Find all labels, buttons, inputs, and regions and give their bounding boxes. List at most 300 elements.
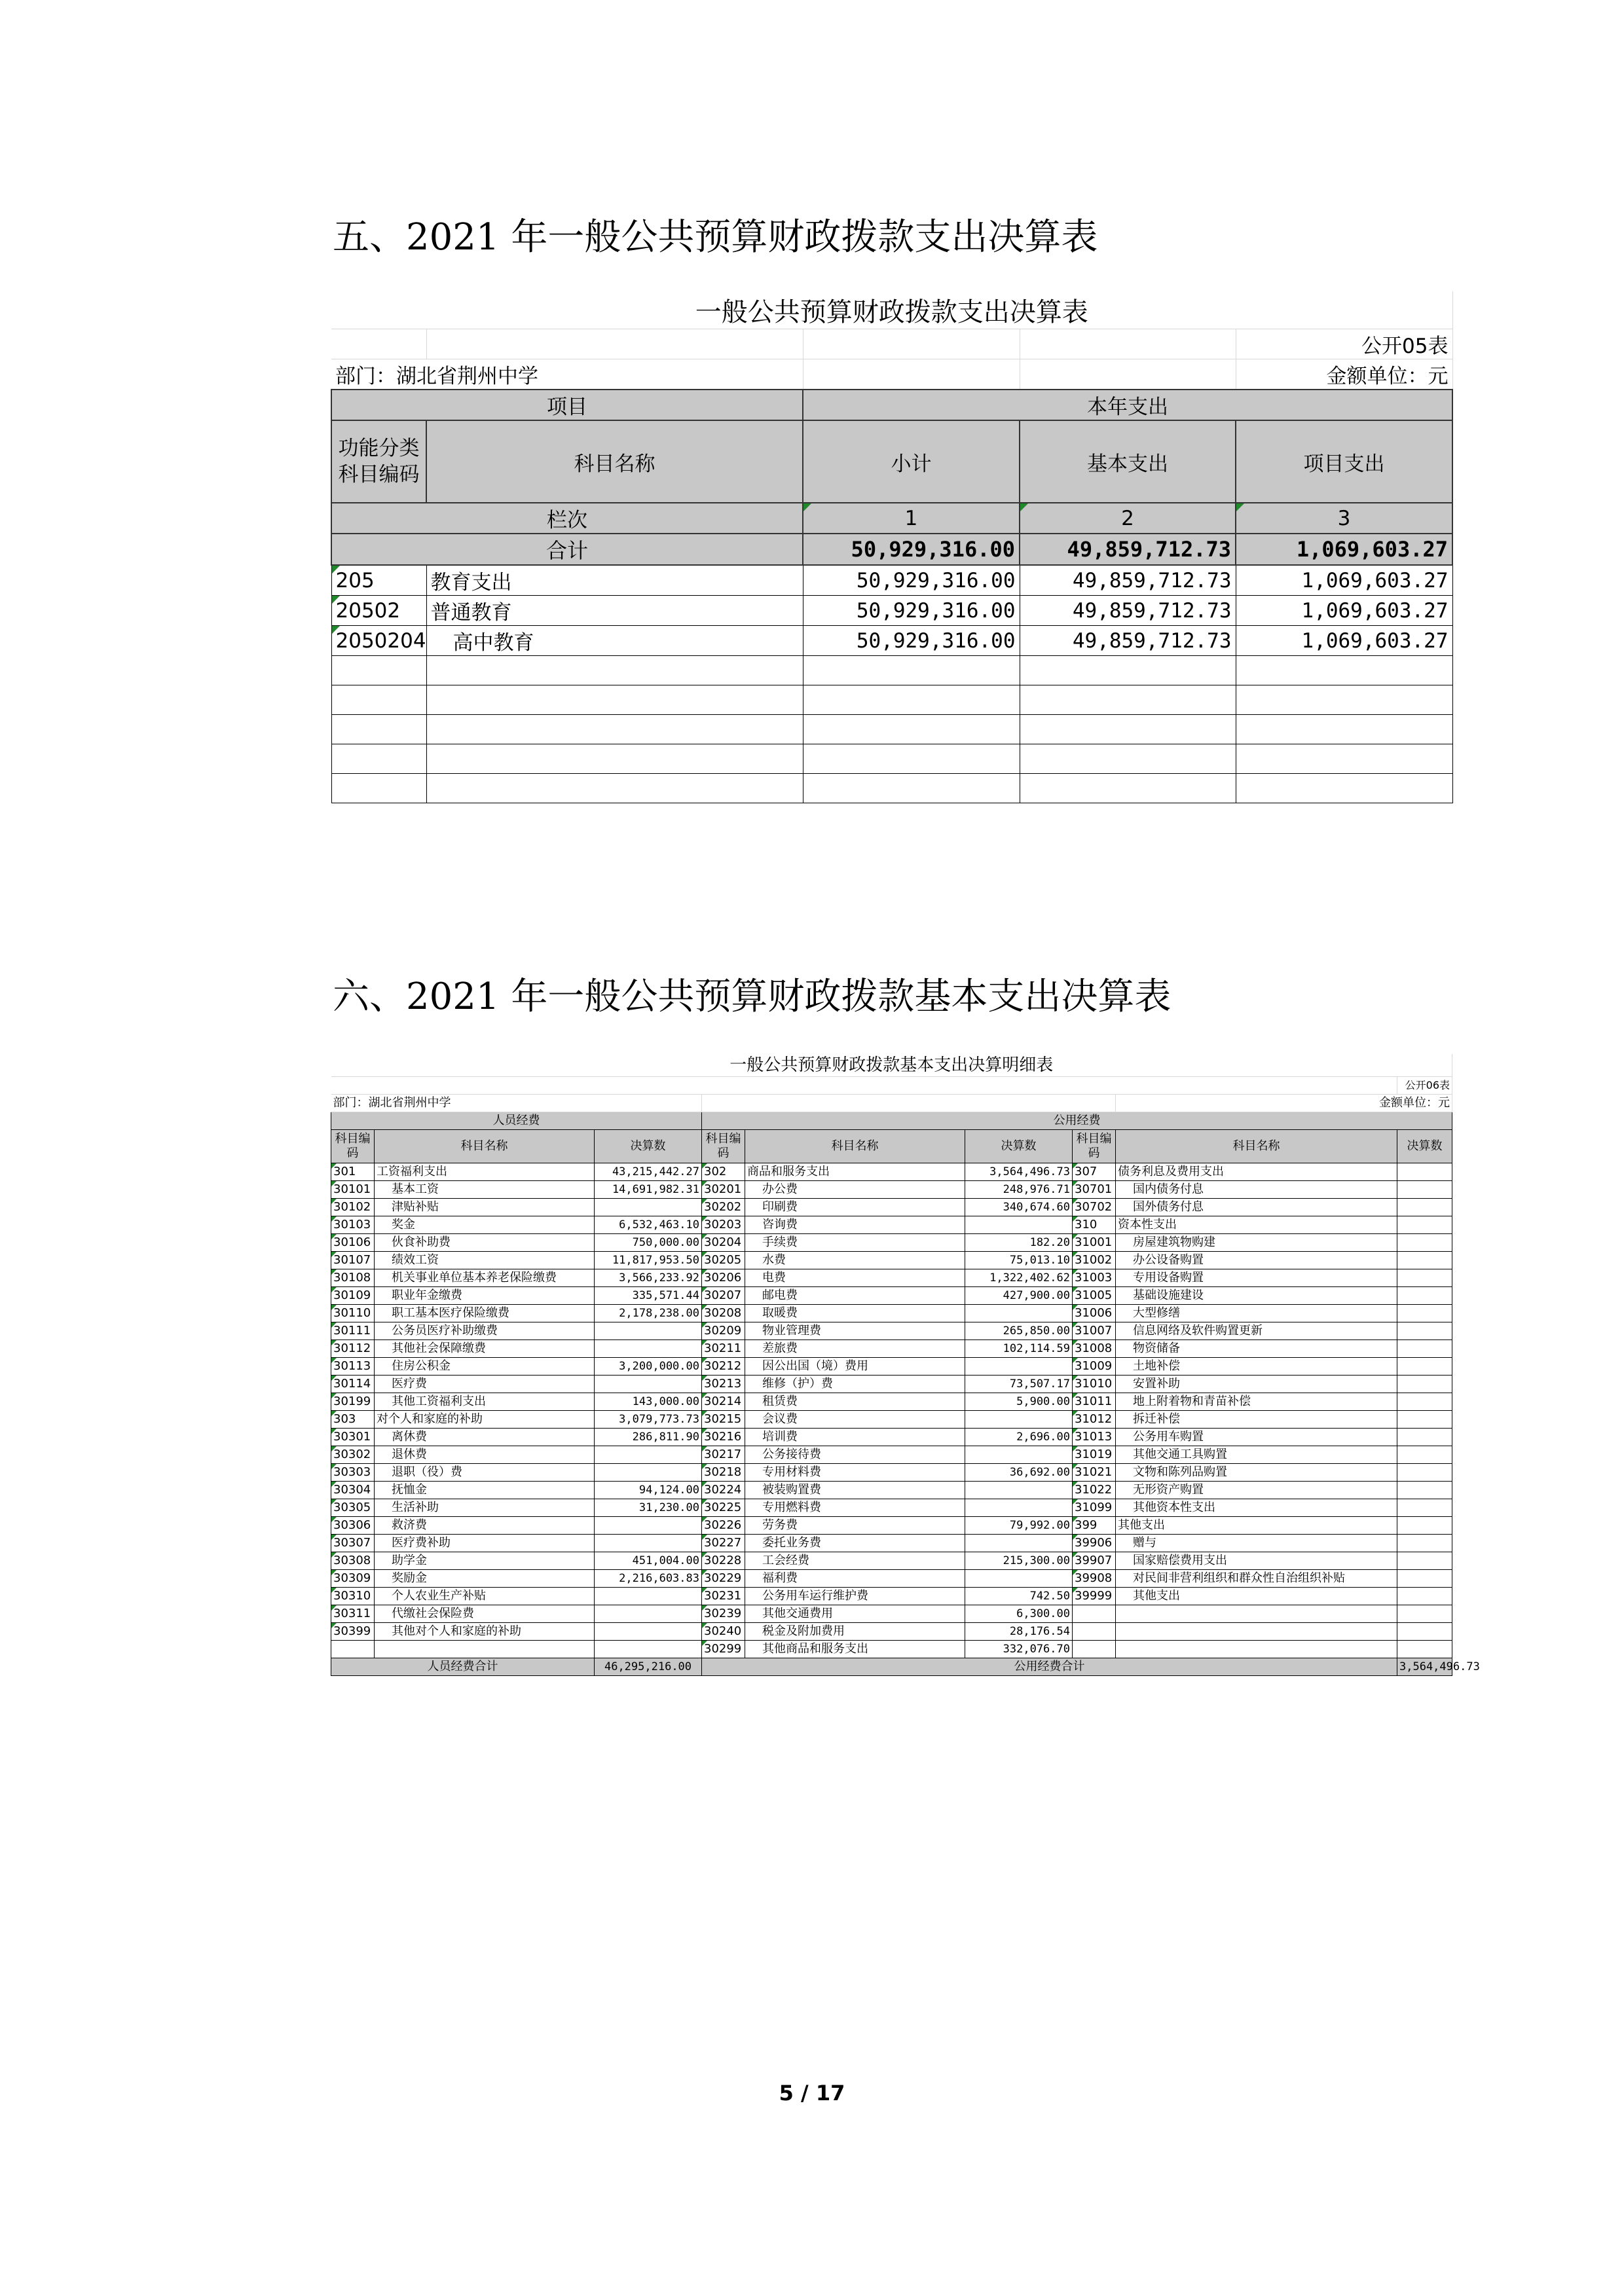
cell-name: 印刷费: [745, 1199, 965, 1216]
table5-total-basic: 49,859,712.73: [1020, 534, 1236, 565]
section-heading-5: 五、2021 年一般公共预算财政拨款支出决算表: [333, 216, 1098, 259]
cell-code: 30307: [331, 1535, 375, 1552]
cell-code: 31019: [1073, 1446, 1116, 1464]
cell-name: 抚恤金: [375, 1482, 595, 1499]
cell-amount: 28,176.54: [965, 1623, 1073, 1641]
cell-amount: [965, 1499, 1073, 1517]
cell-code: 31005: [1073, 1287, 1116, 1305]
cell-name: 信息网络及软件购置更新: [1116, 1322, 1397, 1340]
cell-amount: 3,564,496.73: [965, 1163, 1073, 1181]
cell-amount: 332,076.70: [965, 1641, 1073, 1658]
cell-amount: [1397, 1552, 1452, 1570]
row-subtotal: 50,929,316.00: [803, 565, 1020, 596]
row-project: 1,069,603.27: [1236, 626, 1452, 656]
cell-code: 39908: [1073, 1570, 1116, 1588]
cell-code: 31008: [1073, 1340, 1116, 1358]
table6-group-personnel: 人员经费: [331, 1112, 702, 1130]
cell-amount: [595, 1446, 702, 1464]
cell-amount: 143,000.00: [595, 1393, 702, 1411]
cell-code: [1073, 1641, 1116, 1658]
cell-amount: [595, 1623, 702, 1641]
cell-name: 公务用车购置: [1116, 1429, 1397, 1446]
cell-name: 公务用车运行维护费: [745, 1588, 965, 1605]
cell-code: 30108: [331, 1269, 375, 1287]
cell-name: 工会经费: [745, 1552, 965, 1570]
cell-name: 邮电费: [745, 1287, 965, 1305]
table6-personnel-total: 46,295,216.00: [595, 1658, 702, 1676]
cell-code: 30308: [331, 1552, 375, 1570]
cell-code: 307: [1073, 1163, 1116, 1181]
table5-total-subtotal: 50,929,316.00: [803, 534, 1020, 565]
cell-name: 退职（役）费: [375, 1464, 595, 1482]
cell-amount: [1397, 1535, 1452, 1552]
cell-code: 30109: [331, 1287, 375, 1305]
cell-amount: [595, 1322, 702, 1340]
cell-amount: 43,215,442.27: [595, 1163, 702, 1181]
cell-name: 被装购置费: [745, 1482, 965, 1499]
cell-code: 30211: [702, 1340, 745, 1358]
cell-code: 30299: [702, 1641, 745, 1658]
empty-row: [331, 656, 1452, 685]
cell-name: 会议费: [745, 1411, 965, 1429]
cell-amount: [965, 1570, 1073, 1588]
cell-code: 30239: [702, 1605, 745, 1623]
cell-amount: [965, 1411, 1073, 1429]
table5-header-basic: 基本支出: [1020, 420, 1236, 503]
cell-name: 绩效工资: [375, 1252, 595, 1269]
cell-code: 30702: [1073, 1199, 1116, 1216]
cell-amount: [1397, 1305, 1452, 1322]
table-row: [331, 1446, 1452, 1464]
cell-code: 302: [702, 1163, 745, 1181]
cell-name: 无形资产购置: [1116, 1482, 1397, 1499]
cell-amount: [1397, 1340, 1452, 1358]
table-row: [331, 1322, 1452, 1340]
cell-amount: [1397, 1234, 1452, 1252]
table-row: [331, 1623, 1452, 1641]
table5-header-name: 科目名称: [426, 420, 803, 503]
cell-name: 培训费: [745, 1429, 965, 1446]
cell-name: 维修（护）费: [745, 1376, 965, 1393]
table-row: [331, 1605, 1452, 1623]
cell-name: 其他交通费用: [745, 1605, 965, 1623]
row-name: 高中教育: [426, 626, 803, 656]
cell-amount: 182.20: [965, 1234, 1073, 1252]
table6-public-total-label: 公用经费合计: [702, 1658, 1397, 1676]
table6-form-no: 公开06表: [1397, 1077, 1452, 1095]
cell-name: 地上附着物和青苗补偿: [1116, 1393, 1397, 1411]
cell-name: 津贴补贴: [375, 1199, 595, 1216]
cell-code: 30107: [331, 1252, 375, 1269]
cell-amount: 742.50: [965, 1588, 1073, 1605]
table-row: [331, 1340, 1452, 1358]
cell-name: 伙食补助费: [375, 1234, 595, 1252]
cell-amount: [595, 1464, 702, 1482]
cell-code: 30701: [1073, 1181, 1116, 1199]
cell-name: 其他商品和服务支出: [745, 1641, 965, 1658]
cell-code: 39906: [1073, 1535, 1116, 1552]
cell-name: 拆迁补偿: [1116, 1411, 1397, 1429]
cell-code: 30202: [702, 1199, 745, 1216]
cell-code: 30212: [702, 1358, 745, 1376]
cell-code: 30207: [702, 1287, 745, 1305]
cell-amount: [965, 1305, 1073, 1322]
cell-amount: [595, 1605, 702, 1623]
cell-code: 30209: [702, 1322, 745, 1340]
cell-amount: [1397, 1446, 1452, 1464]
cell-code: 31012: [1073, 1411, 1116, 1429]
cell-amount: [1397, 1252, 1452, 1269]
cell-amount: 3,200,000.00: [595, 1358, 702, 1376]
cell-code: 39907: [1073, 1552, 1116, 1570]
cell-amount: 3,079,773.73: [595, 1411, 702, 1429]
cell-name: 医疗费: [375, 1376, 595, 1393]
cell-code: 30218: [702, 1464, 745, 1482]
table6-header-amount: 决算数: [595, 1130, 702, 1163]
cell-amount: [1397, 1517, 1452, 1535]
cell-name: 大型修缮: [1116, 1305, 1397, 1322]
cell-code: 30224: [702, 1482, 745, 1499]
cell-amount: 1,322,402.62: [965, 1269, 1073, 1287]
table5-header-project: 项目支出: [1236, 420, 1452, 503]
cell-amount: [965, 1446, 1073, 1464]
cell-name: [1116, 1641, 1397, 1658]
cell-code: 30201: [702, 1181, 745, 1199]
cell-amount: [1397, 1429, 1452, 1446]
cell-amount: [965, 1216, 1073, 1234]
table6-unit: 金额单位：元: [1116, 1095, 1452, 1112]
empty-row: [331, 715, 1452, 744]
cell-name: 租赁费: [745, 1393, 965, 1411]
row-project: 1,069,603.27: [1236, 565, 1452, 596]
cell-amount: [595, 1340, 702, 1358]
cell-amount: [1397, 1570, 1452, 1588]
table-row: [331, 1287, 1452, 1305]
cell-name: 专用设备购置: [1116, 1269, 1397, 1287]
cell-name: [375, 1641, 595, 1658]
cell-amount: 3,566,233.92: [595, 1269, 702, 1287]
table6-header-code: 科目编码: [1073, 1130, 1116, 1163]
cell-code: 30111: [331, 1322, 375, 1340]
cell-amount: 215,300.00: [965, 1552, 1073, 1570]
cell-code: 30203: [702, 1216, 745, 1234]
cell-amount: [595, 1641, 702, 1658]
cell-code: 30227: [702, 1535, 745, 1552]
cell-code: 30213: [702, 1376, 745, 1393]
table-row: [331, 1234, 1452, 1252]
table5-col-3: 3: [1236, 503, 1452, 534]
table-row: [331, 1393, 1452, 1411]
cell-code: 30225: [702, 1499, 745, 1517]
table6-header-name: 科目名称: [1116, 1130, 1397, 1163]
cell-amount: [595, 1588, 702, 1605]
table5-header-year: 本年支出: [803, 390, 1452, 420]
cell-amount: [1397, 1411, 1452, 1429]
table5-header-code: 功能分类科目编码: [331, 420, 426, 503]
cell-amount: [1397, 1216, 1452, 1234]
cell-code: 301: [331, 1163, 375, 1181]
cell-amount: [1397, 1269, 1452, 1287]
cell-amount: 94,124.00: [595, 1482, 702, 1499]
cell-amount: 335,571.44: [595, 1287, 702, 1305]
table5-header-subtotal: 小计: [803, 420, 1020, 503]
table6-public-total: 3,564,496.73: [1397, 1658, 1452, 1676]
cell-name: 水费: [745, 1252, 965, 1269]
cell-code: 30311: [331, 1605, 375, 1623]
cell-amount: [1397, 1623, 1452, 1641]
cell-code: 30114: [331, 1376, 375, 1393]
table-row: [331, 1641, 1452, 1658]
cell-code: 30226: [702, 1517, 745, 1535]
table6-dept: 部门：湖北省荆州中学: [331, 1095, 702, 1112]
cell-code: 30101: [331, 1181, 375, 1199]
row-project: 1,069,603.27: [1236, 596, 1452, 626]
cell-code: 30310: [331, 1588, 375, 1605]
table-row: [331, 1216, 1452, 1234]
cell-code: 30302: [331, 1446, 375, 1464]
cell-name: 奖励金: [375, 1570, 595, 1588]
cell-code: 30110: [331, 1305, 375, 1322]
cell-name: 房屋建筑物购建: [1116, 1234, 1397, 1252]
cell-code: 31007: [1073, 1322, 1116, 1340]
cell-amount: 79,992.00: [965, 1517, 1073, 1535]
cell-amount: [1397, 1393, 1452, 1411]
cell-name: 物资储备: [1116, 1340, 1397, 1358]
cell-code: 39999: [1073, 1588, 1116, 1605]
cell-code: 303: [331, 1411, 375, 1429]
basic-expenditure-detail-table: [331, 1054, 1480, 1676]
cell-name: 生活补助: [375, 1499, 595, 1517]
cell-name: 其他资本性支出: [1116, 1499, 1397, 1517]
cell-amount: 451,004.00: [595, 1552, 702, 1570]
cell-code: 31099: [1073, 1499, 1116, 1517]
cell-name: 专用燃料费: [745, 1499, 965, 1517]
cell-name: 赠与: [1116, 1535, 1397, 1552]
cell-name: 公务接待费: [745, 1446, 965, 1464]
table6-header-code: 科目编码: [331, 1130, 375, 1163]
cell-code: 31021: [1073, 1464, 1116, 1482]
table6-group-public: 公用经费: [702, 1112, 1452, 1130]
cell-name: 文物和陈列品购置: [1116, 1464, 1397, 1482]
table5-col-2: 2: [1020, 503, 1236, 534]
cell-amount: 36,692.00: [965, 1464, 1073, 1482]
row-name: 普通教育: [426, 596, 803, 626]
table5-title: 一般公共预算财政拨款支出决算表: [331, 291, 1452, 329]
page-number: 5 / 17: [779, 2081, 845, 2105]
table-row: [331, 626, 1452, 656]
table5-col-1: 1: [803, 503, 1020, 534]
cell-name: 医疗费补助: [375, 1535, 595, 1552]
cell-amount: 31,230.00: [595, 1499, 702, 1517]
cell-code: 310: [1073, 1216, 1116, 1234]
cell-code: 399: [1073, 1517, 1116, 1535]
cell-name: [1116, 1605, 1397, 1623]
cell-amount: [595, 1376, 702, 1393]
cell-code: 30208: [702, 1305, 745, 1322]
cell-name: 安置补助: [1116, 1376, 1397, 1393]
cell-name: 取暖费: [745, 1305, 965, 1322]
cell-amount: 6,300.00: [965, 1605, 1073, 1623]
cell-code: 30309: [331, 1570, 375, 1588]
table-row: [331, 1269, 1452, 1287]
cell-amount: [1397, 1641, 1452, 1658]
cell-amount: [1397, 1482, 1452, 1499]
cell-amount: [965, 1358, 1073, 1376]
cell-name: 个人农业生产补贴: [375, 1588, 595, 1605]
cell-name: 基本工资: [375, 1181, 595, 1199]
row-subtotal: 50,929,316.00: [803, 596, 1020, 626]
table-row: [331, 1376, 1452, 1393]
cell-amount: 73,507.17: [965, 1376, 1073, 1393]
cell-code: 31003: [1073, 1269, 1116, 1287]
cell-name: 电费: [745, 1269, 965, 1287]
table5-unit: 金额单位：元: [1236, 359, 1452, 390]
cell-name: 奖金: [375, 1216, 595, 1234]
cell-name: 机关事业单位基本养老保险缴费: [375, 1269, 595, 1287]
cell-code: 30206: [702, 1269, 745, 1287]
cell-name: 差旅费: [745, 1340, 965, 1358]
cell-code: 30216: [702, 1429, 745, 1446]
cell-name: 代缴社会保险费: [375, 1605, 595, 1623]
table-row: [331, 1429, 1452, 1446]
table6-header-amount: 决算数: [965, 1130, 1073, 1163]
row-basic: 49,859,712.73: [1020, 596, 1236, 626]
cell-name: [1116, 1623, 1397, 1641]
cell-code: [1073, 1623, 1116, 1641]
cell-name: 其他对个人和家庭的补助: [375, 1623, 595, 1641]
table-row: [331, 1570, 1452, 1588]
cell-amount: [1397, 1499, 1452, 1517]
cell-code: 30204: [702, 1234, 745, 1252]
cell-amount: [595, 1535, 702, 1552]
cell-name: 咨询费: [745, 1216, 965, 1234]
cell-name: 其他社会保障缴费: [375, 1340, 595, 1358]
cell-code: 31011: [1073, 1393, 1116, 1411]
cell-code: 31002: [1073, 1252, 1116, 1269]
table5-col-label: 栏次: [331, 503, 803, 534]
cell-code: 30229: [702, 1570, 745, 1588]
table-row: [331, 1199, 1452, 1216]
cell-amount: [1397, 1163, 1452, 1181]
table6-header-code: 科目编码: [702, 1130, 745, 1163]
table5-header-item: 项目: [331, 390, 803, 420]
cell-amount: 11,817,953.50: [595, 1252, 702, 1269]
table-row: [331, 1305, 1452, 1322]
cell-code: 30240: [702, 1623, 745, 1641]
cell-amount: [1397, 1358, 1452, 1376]
cell-name: 基础设施建设: [1116, 1287, 1397, 1305]
empty-row: [331, 685, 1452, 715]
cell-name: 劳务费: [745, 1517, 965, 1535]
cell-name: 其他支出: [1116, 1517, 1397, 1535]
table6-header-name: 科目名称: [745, 1130, 965, 1163]
cell-name: 物业管理费: [745, 1322, 965, 1340]
cell-name: 对个人和家庭的补助: [375, 1411, 595, 1429]
cell-name: 职业年金缴费: [375, 1287, 595, 1305]
cell-amount: [1397, 1464, 1452, 1482]
cell-name: 手续费: [745, 1234, 965, 1252]
table5-total-label: 合计: [331, 534, 803, 565]
cell-amount: 5,900.00: [965, 1393, 1073, 1411]
table5-form-no: 公开05表: [1236, 329, 1452, 359]
cell-name: 委托业务费: [745, 1535, 965, 1552]
cell-amount: [965, 1535, 1073, 1552]
table-row: [331, 1411, 1452, 1429]
cell-code: 30304: [331, 1482, 375, 1499]
cell-amount: 14,691,982.31: [595, 1181, 702, 1199]
cell-code: 30399: [331, 1623, 375, 1641]
cell-code: 30231: [702, 1588, 745, 1605]
cell-name: 住房公积金: [375, 1358, 595, 1376]
empty-row: [331, 774, 1452, 803]
cell-code: 30199: [331, 1393, 375, 1411]
cell-name: 专用材料费: [745, 1464, 965, 1482]
cell-name: 国外债务付息: [1116, 1199, 1397, 1216]
section-heading-6: 六、2021 年一般公共预算财政拨款基本支出决算表: [333, 975, 1172, 1018]
cell-amount: [965, 1482, 1073, 1499]
cell-amount: 340,674.60: [965, 1199, 1073, 1216]
cell-amount: [595, 1517, 702, 1535]
cell-name: 其他交通工具购置: [1116, 1446, 1397, 1464]
cell-amount: [1397, 1322, 1452, 1340]
cell-amount: [1397, 1181, 1452, 1199]
cell-name: 办公费: [745, 1181, 965, 1199]
cell-amount: [1397, 1287, 1452, 1305]
row-code: 20502: [331, 596, 426, 626]
cell-code: 31009: [1073, 1358, 1116, 1376]
table-row: [331, 1588, 1452, 1605]
cell-code: 30303: [331, 1464, 375, 1482]
row-code: 205: [331, 565, 426, 596]
row-basic: 49,859,712.73: [1020, 626, 1236, 656]
table-row: [331, 1358, 1452, 1376]
cell-amount: 427,900.00: [965, 1287, 1073, 1305]
table6-title: 一般公共预算财政拨款基本支出决算明细表: [331, 1054, 1452, 1077]
cell-code: 30306: [331, 1517, 375, 1535]
cell-code: [331, 1641, 375, 1658]
cell-amount: 286,811.90: [595, 1429, 702, 1446]
table-row: [331, 1499, 1452, 1517]
cell-name: 国内债务付息: [1116, 1181, 1397, 1199]
cell-code: 30214: [702, 1393, 745, 1411]
row-basic: 49,859,712.73: [1020, 565, 1236, 596]
cell-name: 福利费: [745, 1570, 965, 1588]
cell-amount: 2,178,238.00: [595, 1305, 702, 1322]
row-code: 2050204: [331, 626, 426, 656]
cell-name: 公务员医疗补助缴费: [375, 1322, 595, 1340]
table-row: [331, 596, 1452, 626]
cell-code: 31001: [1073, 1234, 1116, 1252]
cell-code: 30112: [331, 1340, 375, 1358]
cell-amount: 2,696.00: [965, 1429, 1073, 1446]
cell-amount: 750,000.00: [595, 1234, 702, 1252]
cell-code: 30228: [702, 1552, 745, 1570]
cell-code: 30217: [702, 1446, 745, 1464]
cell-name: 助学金: [375, 1552, 595, 1570]
cell-code: 30106: [331, 1234, 375, 1252]
cell-amount: [1397, 1376, 1452, 1393]
cell-amount: [1397, 1199, 1452, 1216]
cell-code: 30205: [702, 1252, 745, 1269]
cell-name: 离休费: [375, 1429, 595, 1446]
cell-name: 退休费: [375, 1446, 595, 1464]
table-row: [331, 565, 1452, 596]
cell-code: 30215: [702, 1411, 745, 1429]
cell-amount: [1397, 1588, 1452, 1605]
cell-code: [1073, 1605, 1116, 1623]
table-row: [331, 1517, 1452, 1535]
cell-code: 31013: [1073, 1429, 1116, 1446]
